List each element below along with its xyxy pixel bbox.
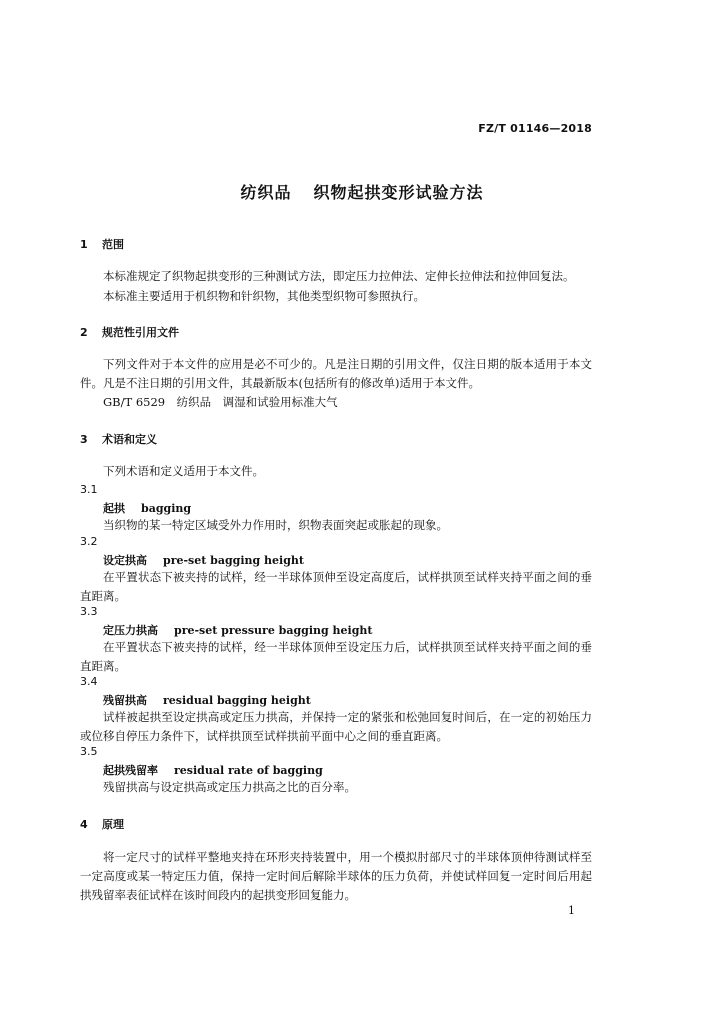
term-heading xyxy=(103,500,191,516)
section-title: 范围 xyxy=(102,238,124,251)
term-definition: 当织物的某一特定区域受外力作用时，织物表面突起或胀起的现象。 xyxy=(103,518,448,532)
section-number: 1 xyxy=(80,238,88,251)
term-number: 3.2 xyxy=(80,535,98,548)
term-definition: 在平置状态下被夹持的试样，经一半球体顶伸至设定高度后，试样拱顶至试样夹持平面之间的垂直距离。 xyxy=(80,570,592,603)
normative-reference: GB/T 6529 纺织品 调湿和试验用标准大气 xyxy=(103,395,338,409)
term-en: residual rate of bagging xyxy=(174,764,323,777)
title-part1: 纺织品 xyxy=(240,183,292,202)
term-zh: 设定拱高 xyxy=(103,554,147,567)
section-1-paragraph-2: 本标准主要适用于机织物和针织物，其他类型织物可参照执行。 xyxy=(103,289,425,303)
section-1-heading xyxy=(80,236,124,252)
term-definition: 残留拱高与设定拱高或定压力拱高之比的百分率。 xyxy=(103,780,356,794)
section-2-paragraph-1: 下列文件对于本文件的应用是必不可少的。凡是注日期的引用文件，仅注日期的版本适用于本文件。凡是不注日期的引用文件，其最新版本(包括所有的修改单)适用于本文件。 xyxy=(80,357,592,390)
section-4-paragraph-1: 将一定尺寸的试样平整地夹持在环形夹持装置中，用一个模拟肘部尺寸的半球体顶伸待测试样至一定高度或某一特定压力值，保持一定时间后解除半球体的压力负荷，并使试样回复一定时间后用起拱残留率表征试样在该时间段内的起拱变形回复能力。 xyxy=(80,850,592,902)
term-definition: 在平置状态下被夹持的试样，经一半球体顶伸至设定压力后，试样拱顶至试样夹持平面之间的垂直距离。 xyxy=(80,640,592,673)
term-zh: 残留拱高 xyxy=(103,694,147,707)
section-title: 术语和定义 xyxy=(102,433,157,446)
document-title xyxy=(0,180,724,203)
section-number: 4 xyxy=(80,818,88,831)
term-zh: 起拱残留率 xyxy=(103,764,158,777)
term-heading xyxy=(103,692,311,708)
term-heading xyxy=(103,552,304,568)
term-en: pre-set bagging height xyxy=(163,554,304,567)
section-3-intro: 下列术语和定义适用于本文件。 xyxy=(103,464,264,478)
page-number: 1 xyxy=(568,904,575,917)
section-title: 规范性引用文件 xyxy=(102,326,179,339)
term-heading xyxy=(103,762,323,778)
section-number: 2 xyxy=(80,326,88,339)
term-definition: 试样被起拱至设定拱高或定压力拱高，并保持一定的紧张和松弛回复时间后，在一定的初始压力或位移自停压力条件下，试样拱顶至试样拱前平面中心之间的垂直距离。 xyxy=(80,710,592,743)
section-2-heading xyxy=(80,324,179,340)
term-number: 3.3 xyxy=(80,605,98,618)
term-zh: 起拱 xyxy=(103,502,125,515)
section-1-paragraph-1: 本标准规定了织物起拱变形的三种测试方法，即定压力拉伸法、定伸长拉伸法和拉伸回复法。 xyxy=(103,269,575,283)
title-part2: 织物起拱变形试验方法 xyxy=(313,183,484,202)
standard-code: FZ/T 01146—2018 xyxy=(478,122,592,135)
term-number: 3.5 xyxy=(80,745,98,758)
term-en: bagging xyxy=(141,502,192,515)
term-en: residual bagging height xyxy=(163,694,311,707)
section-3-heading xyxy=(80,431,157,447)
term-zh: 定压力拱高 xyxy=(103,624,158,637)
section-number: 3 xyxy=(80,433,88,446)
term-en: pre-set pressure bagging height xyxy=(174,624,373,637)
section-title: 原理 xyxy=(102,818,124,831)
term-number: 3.1 xyxy=(80,483,98,496)
term-heading xyxy=(103,622,373,638)
term-number: 3.4 xyxy=(80,675,98,688)
section-4-heading xyxy=(80,816,124,832)
